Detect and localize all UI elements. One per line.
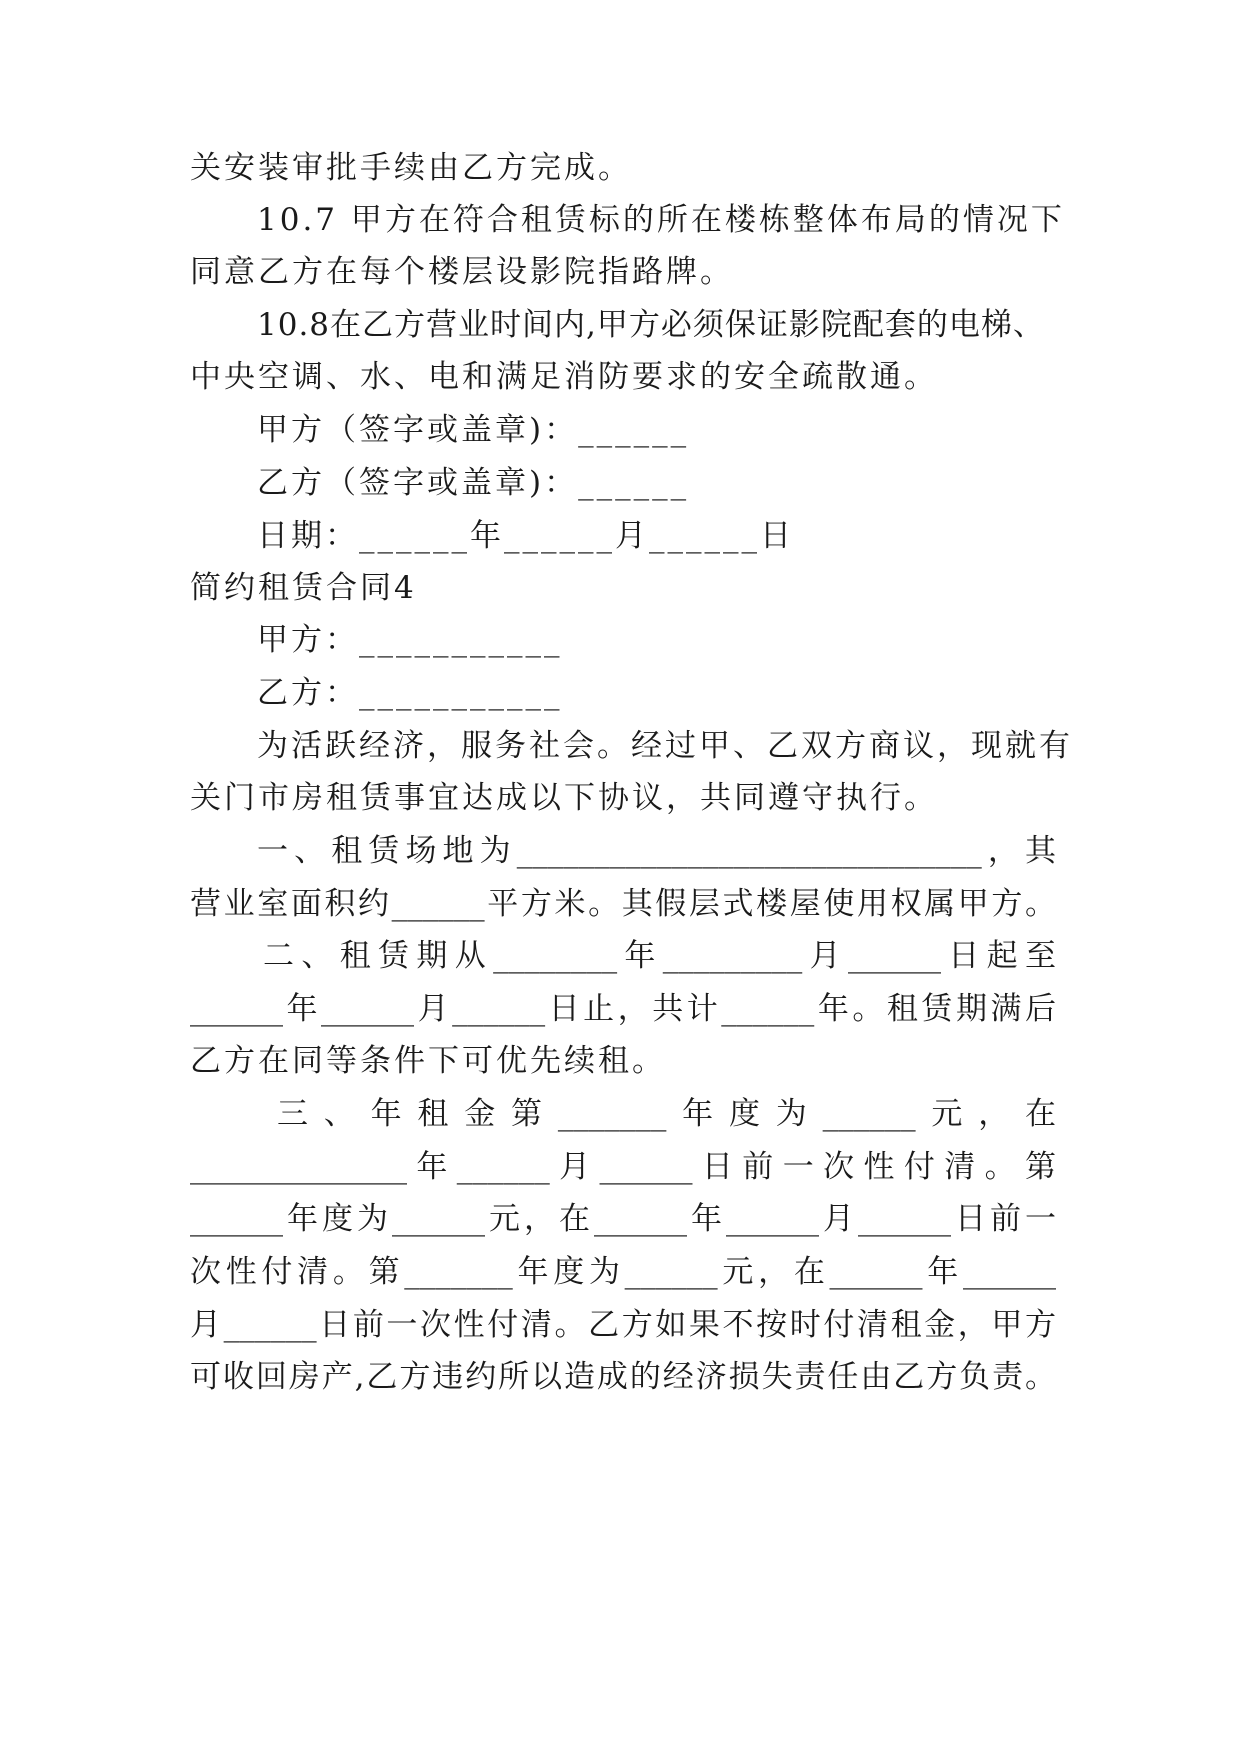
paragraph-line: 中央空调、水、电和满足消防要求的安全疏散通。 [190, 359, 938, 395]
preamble: 为活跃经济，服务社会。经过甲、乙双方商议，现就有 [257, 728, 1073, 764]
party-a-field: 甲方：___________ [257, 622, 563, 658]
paragraph-line: ______________年______月______日前一次性付清。第 [190, 1149, 1056, 1185]
clause-10-7: 10.7 甲方在符合租赁标的所在楼栋整体布局的情况下 [257, 202, 1065, 238]
paragraph-line: 营业室面积约______平方米。其假层式楼屋使用权属甲方。 [190, 886, 1056, 922]
signature-date: 日期：______年______月______日 [257, 518, 794, 554]
paragraph-line: 关门市房租赁事宜达成以下协议，共同遵守执行。 [190, 780, 938, 816]
party-b-field: 乙方：___________ [257, 675, 563, 711]
paragraph-line: 同意乙方在每个楼层设影院指路牌。 [190, 254, 734, 290]
paragraph-line: 月______日前一次性付清。乙方如果不按时付清租金，甲方 [190, 1307, 1056, 1343]
clause-2: 二、租赁期从________年_________月______日起至 [263, 938, 1056, 974]
clause-10-8: 10.8在乙方营业时间内,甲方必须保证影院配套的电梯、 [257, 307, 1045, 343]
paragraph-line: ______年______月______日止，共计______年。租赁期满后 [190, 991, 1056, 1027]
clause-3: 三、年租金第_______年度为______元，在 [277, 1096, 1056, 1132]
party-b-signature: 乙方（签字或盖章)：______ [257, 465, 690, 501]
paragraph-line: 次性付清。第_______年度为______元，在______年______ [190, 1254, 1056, 1290]
clause-1: 一、租赁场地为______________________________，其 [257, 833, 1056, 869]
paragraph-line: 可收回房产,乙方违约所以造成的经济损失责任由乙方负责。 [190, 1359, 1056, 1395]
paragraph-line: ______年度为______元，在______年______月______日前一 [190, 1201, 1056, 1237]
paragraph-line: 关安装审批手续由乙方完成。 [190, 150, 632, 186]
paragraph-line: 乙方在同等条件下可优先续租。 [190, 1043, 666, 1079]
party-a-signature: 甲方（签字或盖章)：______ [257, 412, 690, 448]
contract-title: 简约租赁合同4 [190, 570, 417, 606]
